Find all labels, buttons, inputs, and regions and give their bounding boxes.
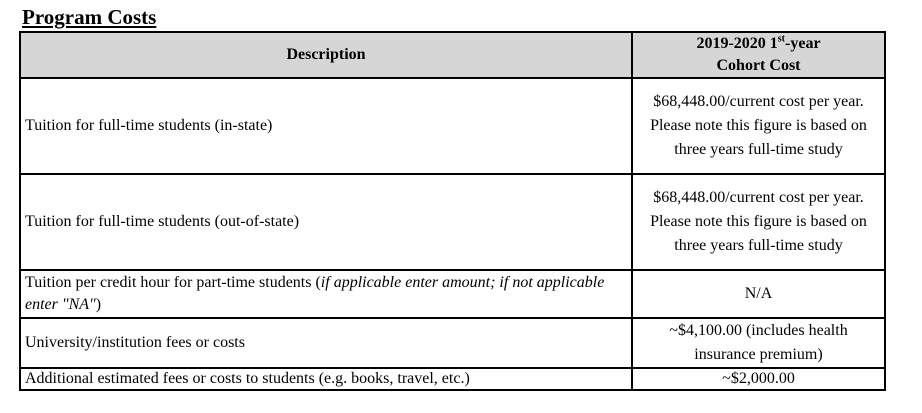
row-cost: N/A bbox=[632, 270, 885, 318]
table-header-row bbox=[20, 32, 885, 78]
row-description: Tuition for full-time students (out-of-state) bbox=[20, 174, 632, 270]
table-row bbox=[20, 270, 885, 318]
row-description-italic: if applicable enter amount; if not applicable enter "NA" bbox=[25, 274, 605, 313]
header-cost-superscript: st bbox=[777, 33, 786, 45]
row-description: Tuition for full-time students (in-state) bbox=[20, 78, 632, 174]
row-cost: ~$2,000.00 bbox=[632, 368, 885, 390]
row-description: University/institution fees or costs bbox=[20, 318, 632, 368]
row-description-prefix: Tuition per credit hour for part-time students ( bbox=[25, 274, 321, 291]
table-row bbox=[20, 174, 885, 270]
header-cost-line2: Cohort Cost bbox=[716, 57, 801, 74]
program-costs-table bbox=[19, 31, 886, 391]
row-description: Additional estimated fees or costs to students (e.g. books, travel, etc.) bbox=[20, 368, 632, 390]
row-cost: $68,448.00/current cost per year. Please note this figure is based on three years full-time study bbox=[632, 174, 885, 270]
header-cost-line1-suffix: -year bbox=[785, 35, 821, 52]
table-row bbox=[20, 78, 885, 174]
row-description bbox=[20, 270, 632, 318]
page-title: Program Costs bbox=[22, 5, 157, 29]
header-description-label: Description bbox=[286, 46, 366, 63]
header-cohort-cost bbox=[632, 32, 885, 78]
table-row bbox=[20, 318, 885, 368]
table-row bbox=[20, 368, 885, 390]
row-description-suffix: ) bbox=[95, 296, 102, 313]
row-cost: $68,448.00/current cost per year. Please note this figure is based on three years full-time study bbox=[632, 78, 885, 174]
row-cost: ~$4,100.00 (includes health insurance premium) bbox=[632, 318, 885, 368]
header-cost-line1-prefix: 2019-2020 1 bbox=[696, 35, 778, 52]
header-description bbox=[20, 32, 632, 78]
